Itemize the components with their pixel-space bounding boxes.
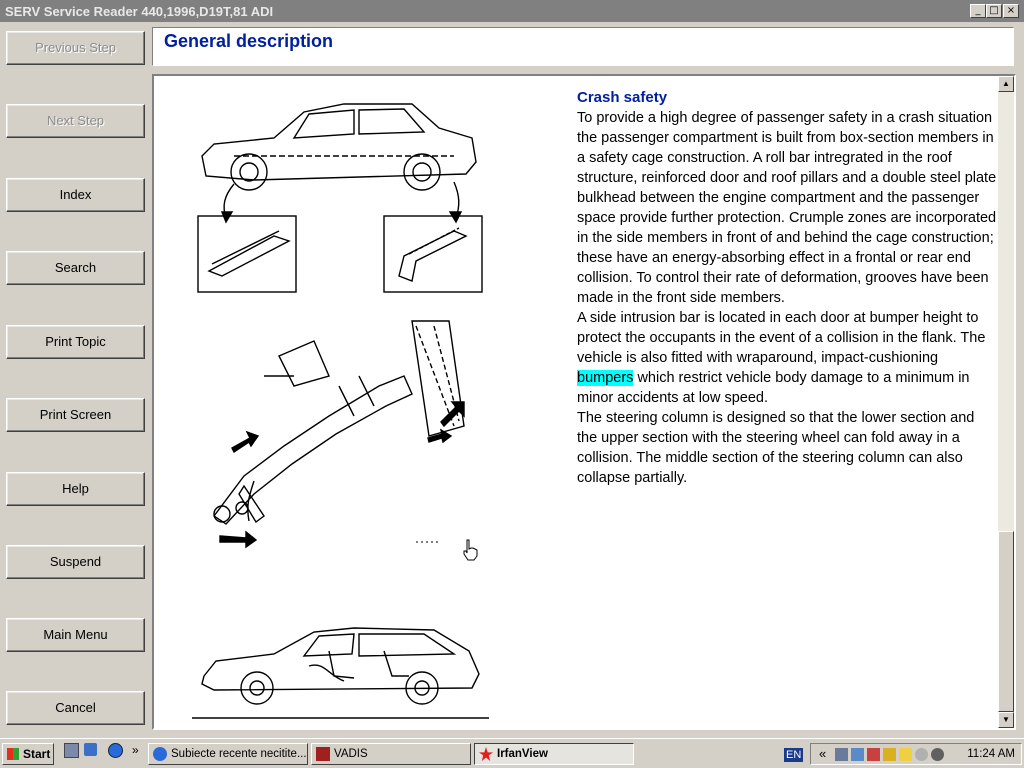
title-bar bbox=[0, 0, 1024, 22]
scroll-thumb[interactable] bbox=[998, 531, 1014, 712]
task-vadis[interactable]: VADIS bbox=[311, 743, 471, 765]
tray-expand-icon[interactable]: « bbox=[819, 746, 827, 761]
print-topic-button[interactable]: Print Topic bbox=[6, 325, 145, 359]
language-indicator[interactable]: EN bbox=[786, 749, 802, 761]
quicklaunch-more-icon[interactable]: » bbox=[132, 743, 139, 757]
network-icon[interactable] bbox=[835, 748, 848, 761]
help-button[interactable]: Help bbox=[6, 472, 145, 506]
window-title: SERV Service Reader 440,1996,D19T,81 ADI bbox=[5, 4, 274, 19]
quicklaunch-app-icon[interactable] bbox=[84, 743, 97, 756]
hand-cursor-icon bbox=[462, 538, 480, 562]
shield-icon[interactable] bbox=[899, 748, 912, 761]
next-step-button[interactable]: Next Step bbox=[6, 104, 145, 138]
topic-header bbox=[152, 27, 1014, 66]
scroll-up-arrow-icon[interactable]: ▲ bbox=[998, 76, 1014, 92]
task-subiecte[interactable]: Subiecte recente necitite... bbox=[148, 743, 308, 765]
clock: 11:24 AM bbox=[967, 748, 1015, 760]
rear-member-detail bbox=[384, 216, 482, 292]
index-button[interactable]: Index bbox=[6, 178, 145, 212]
tray-app-icon[interactable] bbox=[867, 748, 880, 761]
internet-explorer-icon[interactable] bbox=[108, 743, 123, 758]
suspend-button[interactable]: Suspend bbox=[6, 545, 145, 579]
scroll-down-arrow-icon[interactable]: ▼ bbox=[998, 712, 1014, 728]
volume-icon[interactable] bbox=[915, 748, 928, 761]
close-button[interactable]: × bbox=[1003, 4, 1019, 18]
vertical-scrollbar[interactable] bbox=[998, 76, 1014, 728]
paragraph-structure: To provide a high degree of passenger safety in a crash situation the passenger compartment is built from box-section members in a safety cage construction. A roll bar intregrated in the roof structure, reinforced door and roof pillars and a double steel plate bulkhead between the engine compartment and the passenger space provide further protection. Crumple zones are incorporated in the side members in front of and behind the cage construction; these have an energy-absorbing effect in a frontal or rear end collision. To control their rate of deformation, grooves have been made in the front side members. bbox=[577, 110, 997, 306]
section-title: Crash safety bbox=[577, 89, 668, 106]
page-title: General description bbox=[164, 31, 334, 51]
system-tray bbox=[810, 743, 1022, 765]
print-screen-button[interactable]: Print Screen bbox=[6, 398, 145, 432]
main-menu-button[interactable]: Main Menu bbox=[6, 618, 145, 652]
front-member-detail bbox=[198, 216, 296, 292]
irfanview-icon bbox=[479, 747, 493, 761]
article-text bbox=[577, 88, 997, 488]
paragraph-side-intrusion: A side intrusion bar is located in each door at bumper height to protect the occupants in the event of a collision in the flank. The vehicle is also fitted with wraparound, impact-cushioning bumpers which restrict vehicle body damage to a minimum in minor accidents at low speed. bbox=[577, 310, 986, 406]
windows-logo-icon bbox=[7, 748, 19, 760]
cancel-button[interactable]: Cancel bbox=[6, 691, 145, 725]
start-button[interactable]: Start bbox=[2, 743, 54, 765]
paragraph-steering-column: The steering column is designed so that the lower section and the upper section with the steering wheel can fold away in a collision. The middle section of the steering column can also collapse partially. bbox=[577, 410, 975, 486]
task-irfanview[interactable]: IrfanView bbox=[474, 743, 634, 765]
search-highlight[interactable]: bumpers bbox=[577, 370, 634, 386]
taskbar bbox=[0, 738, 1024, 768]
network-2-icon[interactable] bbox=[851, 748, 864, 761]
car-body-side-view bbox=[202, 104, 476, 180]
previous-step-button[interactable]: Previous Step bbox=[6, 31, 145, 65]
crash-safety-illustration bbox=[154, 76, 554, 726]
show-desktop-icon[interactable] bbox=[64, 743, 79, 758]
vadis-icon bbox=[316, 747, 330, 761]
security-icon[interactable] bbox=[883, 748, 896, 761]
content-panel bbox=[152, 74, 1016, 730]
maximize-button[interactable]: □ bbox=[986, 4, 1002, 18]
minimize-button[interactable]: _ bbox=[970, 4, 986, 18]
search-button[interactable]: Search bbox=[6, 251, 145, 285]
tray-misc-icon[interactable] bbox=[931, 748, 944, 761]
browser-icon bbox=[153, 747, 167, 761]
